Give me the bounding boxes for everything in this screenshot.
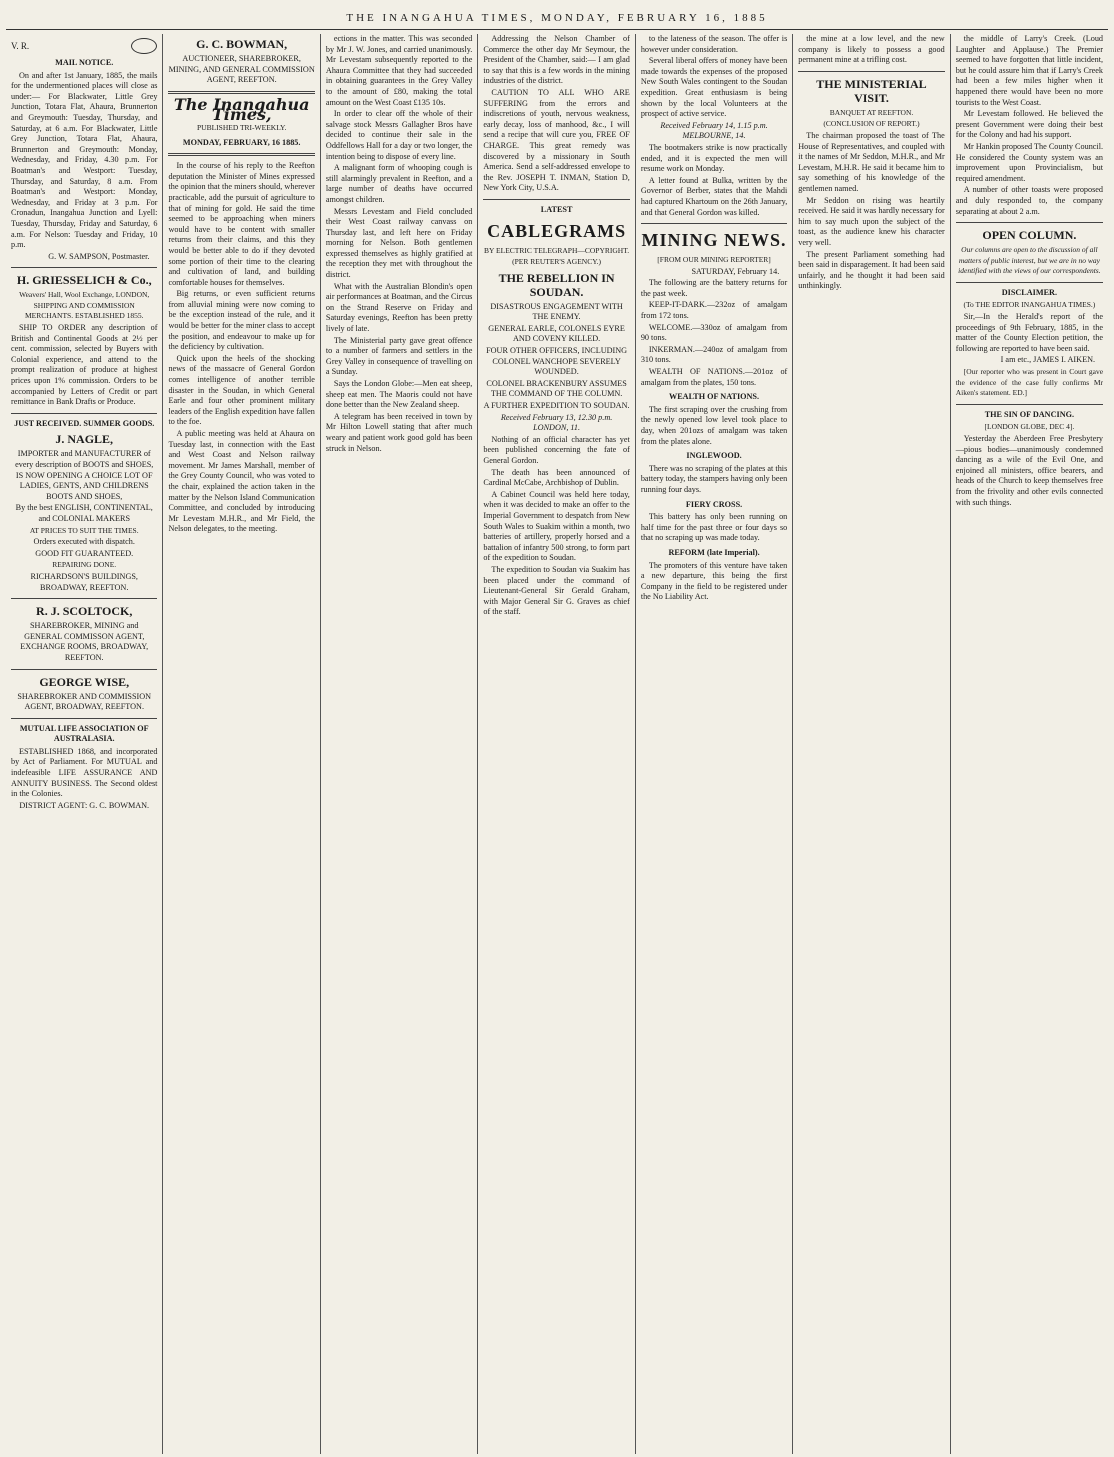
wealth-heading: WEALTH OF NATIONS. (669, 392, 760, 402)
inkerman: INKERMAN.—240oz of amalgam from 310 tons. (640, 344, 788, 365)
col3-p2: In order to clear off the whole of their salvage stock Messrs Gallagher Bros have decided to continue their sale in the Oddfellows Hall for a day or two longer, the intention being to dispose of every line. (325, 109, 473, 161)
scoltock-title: R. J. SCOLTOCK, (36, 604, 133, 619)
divider (956, 404, 1103, 405)
banquet-subtitle: BANQUET AT REEFTON. (829, 107, 914, 117)
received-line: Received February 13, 12.30 p.m. LONDON, 11. (500, 412, 613, 433)
column-1 (6, 34, 163, 1454)
col4-p1: Addressing the Nelson Chamber of Commerce the other day Mr Seymour, the President of the Chamber, said:— I am glad to say that this is a few words in the mining industries of the district. (483, 34, 630, 86)
nagle-text-2: By the best ENGLISH, CONTINENTAL, and COLONIAL MAKERS (15, 503, 153, 523)
mail-notice-title: MAIL NOTICE. (55, 58, 114, 67)
divider (641, 223, 787, 224)
griesselich-text: SHIP TO ORDER any description of British and Continental Goods at 2½ per cent. commission, selected by Buyers with Colonial experience, and attend to the prompt realization of produce at highest prices upon 1% commission. Orders to be accompanied by Letters of Credit or part remittance in Bank Drafts or Produce. (11, 323, 158, 407)
col3-p8: A telegram has been received in town by Mr Hilton Lowell stating that after much weary and patient work good gold has been struck in Nelson. (325, 411, 473, 453)
keep-it-dark: KEEP-IT-DARK.—232oz of amalgam from 172 tons. (640, 300, 788, 321)
col3-p4: Messrs Levestam and Field concluded their West Coast railway canvass on Thursday last, and left here on Friday morning for Nelson. Both gentlemen expressed themselves as highly gratified at the reception they met with throughout the district. (325, 206, 473, 280)
col5-p8: This battery has only been running on half time for the past three or four days so that no scraping up was made today. (640, 512, 788, 543)
col3-p1: ections in the matter. This was seconded by Mr J. W. Jones, and carried unanimously. Mr Levestam subsequently reported to the Ahaura Committee that they had succeeded in obtaining guarantees in the Grey Valley to the amount of £80, making the total amount on the West Coast £135 10s. (325, 34, 473, 107)
divider (956, 222, 1103, 223)
col4-p5: A Cabinet Council was held here today, when it was decided to make an offer to the Imperial Government to despatch from New South Wales to Suakim within a month, two batteries of artillery, properly horsed and a battalion of infantry 500 strong, to form part of the expedition to Soudan. (483, 489, 630, 563)
killed-sub: GENERAL EARLE, COLONELS EYRE AND COVENY KILLED. (488, 323, 625, 344)
editorial-p1: In the course of his reply to the Reefton deputation the Minister of Mines expressed the opinion that the miners should, wherever practicable, add the pursuit of agriculture to that of mining for gold. He said the time seemed to be approaching when miners would have to be content with smaller returns from their claims, and this they would be better able to do if they devoted some portion of their time to the clearing and cultivation of land, and building comfortable houses for themselves. (168, 161, 315, 287)
mining-news-title: MINING NEWS. (641, 230, 787, 251)
col4-p2: CAUTION TO ALL WHO ARE SUFFERING from the errors and indiscretions of youth, nervous weakness, early decay, loss of manhood, &c., I will send a recipe that will cure you, FREE OF CHARGE. This great remedy was discovered by a missionary in South America. Send a self-addressed envelope to the Rev. JOSEPH T. INMAN, Station D, New York City, U.S.A. (483, 87, 630, 193)
bowman-text: AUCTIONEER, SHAREBROKER, MINING, AND GENERAL COMMISSION AGENT, REEFTON. (168, 54, 315, 85)
cable-subtitle: BY ELECTRIC TELEGRAPH—COPYRIGHT. (484, 245, 630, 255)
summer-goods: JUST RECEIVED. SUMMER GOODS. (14, 418, 155, 428)
vr-label: V. R. (11, 40, 30, 51)
col5-p2: Several liberal offers of money have been made towards the expenses of the proposed New South Wales contingent to the Soudan expedition. Great enthusiasm is being shown by the local Volunteers at the prospect of active service. (640, 56, 788, 119)
nagle-fit: GOOD FIT GUARANTEED. (35, 548, 134, 558)
scoltock-text: SHAREBROKER, MINING and GENERAL COMMISSON AGENT, EXCHANGE ROOMS, BROADWAY, REEFTON. (20, 621, 149, 662)
col4-p4: The death has been announced of Cardinal McCabe, Archbishop of Dublin. (483, 467, 630, 488)
disclaimer-title: DISCLAIMER. (1001, 287, 1058, 297)
col7-p2: Mr Levestam followed. He believed the present Government were doing their best for the Colony and had his support. (955, 109, 1104, 140)
divider (11, 598, 157, 599)
crest-icon (131, 38, 157, 54)
col5-p9: The promoters of this venture have taken a new departure, this being the first Company in the field to be registered under the No Liability Act. (640, 560, 788, 602)
divider (483, 199, 629, 200)
conclusion-note: (CONCLUSION OF REPORT.) (823, 119, 920, 129)
bowman-title: G. C. BOWMAN, (196, 37, 288, 51)
welcome: WELCOME.—330oz of amalgam from 90 tons. (640, 322, 788, 343)
cablegrams-title: CABLEGRAMS (487, 220, 627, 241)
nagle-orders: Orders executed with dispatch. (33, 537, 135, 547)
open-column-title: OPEN COLUMN. (982, 228, 1077, 243)
wounded-sub: FOUR OTHER OFFICERS, INCLUDING COLONEL WANCHOPE SEVERELY WOUNDED. (486, 346, 628, 377)
reuter-note: (PER REUTER'S AGENCY.) (512, 257, 602, 267)
col3-p6: The Ministerial party gave great offence to a number of farmers and settlers in the Grey Valley in consequence of travelling on a Sunday. (325, 335, 473, 377)
col3-p5: What with the Australian Blondin's open air performances at Boatman, and the Circus on the Strand Reserve on Friday and Saturday evenings, Reefton has been pretty lively of late. (325, 281, 473, 334)
griesselich-title: H. GRIESSELICH & Co., (16, 273, 152, 288)
col7-p3: Mr Hankin proposed The County Council. He considered the County system was an improvement upon Provincialism, but required amendment. (955, 141, 1104, 183)
column-6 (793, 34, 950, 1454)
divider (11, 413, 157, 414)
column-4 (478, 34, 635, 1454)
newspaper-title: The Inangahua Times, (173, 94, 310, 125)
griesselich-subtitle: Weavers' Hall, Wool Exchange, LONDON, SHIPPING AND COMMISSION MERCHANTS. ESTABLISHED 1855. (19, 290, 150, 321)
inglewood-heading: INGLEWOOD. (686, 451, 742, 461)
wise-title: GEORGE WISE, (39, 674, 130, 689)
col7-p5: Sir,—In the Herald's report of the proceedings of 9th February, 1885, in the matter of the County Election petition, the following are reported to have been said. (955, 312, 1104, 353)
divider (956, 282, 1103, 283)
col6-p3: Mr Seddon on rising was heartily received. He said it was hardly necessary for him to say much upon the subject of the toast, as the audience knew his character very well. (798, 195, 945, 247)
disaster-sub: DISASTROUS ENGAGEMENT WITH THE ENEMY. (490, 301, 623, 322)
divider (11, 718, 157, 719)
received-line: Received February 14, 1.15 p.m. MELBOURNE, 14. (660, 120, 768, 141)
divider (11, 669, 157, 670)
published-note: PUBLISHED TRI-WEEKLY. (196, 122, 287, 132)
col6-p1: the mine at a low level, and the new company is likely to possess a good permanent mine at a trifling cost. (798, 34, 945, 65)
editorial-p3: Quick upon the heels of the shocking news of the massacre of General Gordon comes intelligence of another terrible disaster in the Soudan, in which General Earle and four other prominent military leaders of the English expedition have fallen to the foe. (168, 353, 315, 427)
col7-p1: the middle of Larry's Creek. (Loud Laughter and Applause.) The Premier seemed to have forgotten that little incident, but he could assure him that if Larry's Creek had been a few miles higher when it happened there would have been no more tourists to the West Coast. (955, 34, 1104, 107)
open-column-note: Our columns are open to the discussion of all matters of public interest, but we are in no way identified with the views of our correspondents. (958, 245, 1101, 276)
divider (798, 71, 944, 72)
column-7 (951, 34, 1108, 1454)
mail-notice-text: On and after 1st January, 1885, the mails for the undermentioned places will close as under:— For Blackwater, Little Grey Junction, Totara Flat, Ahaura, Brunnerton and Greymouth: Tuesday, Thursday, and Saturday, at 6 a.m. For Blackwater, Little Grey Junction, Totara Flat, Ahaura, Brunnerton and Greymouth: Monday, Wednesday, and Friday, 4.30 p.m. For Boatman's and Westport: Tuesday, Thursday, and Saturday, 8 a.m. From Boatman's and Westport: Monday, Wednesday, and Friday at 3 p.m. For Cronadun, Inangahua Junction and Lyell: Tuesday, Thursday, Friday and Saturday, 6 a.m. For Nelson: Tuesday and Friday, 10 p.m. (11, 70, 158, 250)
mining-date: SATURDAY, February 14. (691, 266, 780, 276)
wise-text: SHAREBROKER AND COMMISSION AGENT, BROADWAY, REEFTON. (17, 691, 152, 712)
nagle-title: J. NAGLE, (55, 432, 114, 447)
royal-crest (11, 38, 157, 54)
latest-label: LATEST (540, 204, 573, 214)
reform-heading: REFORM (late Imperial). (668, 547, 760, 557)
col7-p6: Yesterday the Aberdeen Free Presbytery—pious bodies—unanimously condemned dancing as a wile of the Evil One, and enjoined all ministers, office bearers, and heads of the Church to keep themselves free from the frivolity and other evils connected with such things. (955, 434, 1104, 507)
sin-of-dancing-title: THE SIN OF DANCING. (984, 409, 1075, 419)
column-2 (163, 34, 320, 1454)
col4-p3: Nothing of an official character has yet been published concerning the fate of General Gordon. (483, 434, 630, 465)
col6-p4: The present Parliament something had been said in disparagement. It had been said unfairly, and he thought it had been said unthinkingly. (798, 249, 945, 291)
column-3 (321, 34, 478, 1454)
col7-p4: A number of other toasts were proposed and duly responded to, the company separating at about 2 a.m. (955, 185, 1104, 216)
rebellion-headline: THE REBELLION IN SOUDAN. (498, 270, 615, 299)
brackenbury-sub: COLONEL BRACKENBURY ASSUMES THE COMMAND OF THE COLUMN. (486, 378, 627, 399)
mutual-agent: DISTRICT AGENT: G. C. BOWMAN. (19, 800, 150, 810)
editorial-p4: A public meeting was held at Ahaura on Tuesday last, in connection with the East and West Coast and Nelson railway movement. Mr James Marshall, member of the Grey County Council, who was voted to the chair, explained the action taken in the matter by the Nelson Island Communication Committee, and concluded by introducing Mr Levestam M.H.R., and Mr Field, the Nelson delegates, to the meeting. (168, 429, 315, 534)
columns (6, 34, 1108, 1454)
mutual-title: MUTUAL LIFE ASSOCIATION OF AUSTRALASIA. (19, 723, 149, 744)
col5-p5: The following are the battery returns for the past week. (640, 278, 788, 298)
editor-note: [Our reporter who was present in Court gave the evidence of the case fully confirms Mr Aiken's statement. ED.] (955, 367, 1104, 398)
col5-p4: A letter found at Bulka, written by the Governor of Berber, states that the Mahdi had captured Khartoum on the 26th January, and that General Gordon was killed. (640, 175, 788, 217)
nagle-text: IMPORTER and MANUFACTURER of every description of BOOTS and SHOES, IS NOW OPENING A CHOICE LOT OF LADIES, GENTS, AND CHILDRENS BOOTS AND SHOES, (15, 449, 154, 501)
ministerial-visit-title: THE MINISTERIAL VISIT. (816, 76, 927, 105)
running-head: THE INANGAHUA TIMES, MONDAY, FEBRUARY 16, 1885 (6, 8, 1108, 30)
nagle-repair: REPAIRING DONE. (52, 560, 117, 570)
column-5 (636, 34, 793, 1454)
col5-p1: to the lateness of the season. The offer is however under consideration. (640, 34, 788, 54)
nagle-address: RICHARDSON'S BUILDINGS, BROADWAY, REEFTON. (30, 571, 138, 592)
further-sub: A FURTHER EXPEDITION TO SOUDAN. (483, 401, 630, 411)
col5-p6: The first scraping over the crushing from the newly opened low level took place to day, when 201ozs of amalgam was taken from the plates alone. (640, 404, 788, 446)
mutual-text: ESTABLISHED 1868, and incorporated by Act of Parliament. For MUTUAL and indefeasible LIFE ASSURANCE AND ANNUITY BUSINESS. The Second oldest in the Colonies. (11, 746, 158, 799)
fiery-cross-heading: FIERY CROSS. (685, 499, 743, 509)
wealth-return: WEALTH OF NATIONS.—201oz of amalgam from the plates, 150 tons. (640, 367, 788, 387)
col6-p2: The chairman proposed the toast of The House of Representatives, and coupled with it the names of Mr Seddon, M.H.R., and Mr Levestam, M.H.R. He said it became him to say something of his knowledge of the gentlemen named. (798, 130, 945, 193)
to-editor: (To THE EDITOR INANGAHUA TIMES.) (963, 300, 1096, 310)
sin-source: [LONDON GLOBE, DEC 4]. (984, 422, 1075, 432)
col5-p3: The bootmakers strike is now practically ended, and it is expected the men will resume work on Monday. (640, 142, 788, 174)
mail-notice-signature: G. W. SAMPSON, Postmaster. (48, 251, 150, 261)
col5-p7: There was no scraping of the plates at this battery today, the stampers having only been running four days. (640, 463, 788, 494)
mining-reporter: [FROM OUR MINING REPORTER] (657, 255, 771, 265)
col4-p6: The expedition to Soudan via Suakim has been placed under the command of Lieutenant-General Sir Gerald Graham, with Major General Sir G. Graves as chief of the staff. (483, 564, 630, 617)
letter-signature: I am etc., JAMES I. AIKEN. (1000, 355, 1096, 365)
editorial-p2: Big returns, or even sufficient returns from alluvial mining were now coming to be the exception instead of the rule, and it would be better for the miner class to accept the position, and endeavour to make up for the deficiency by cultivation. (168, 289, 315, 352)
divider (168, 91, 314, 94)
col3-p3: A malignant form of whooping cough is still alarmingly prevalent in Reefton, and a large number of deaths have occurred amongst children. (325, 163, 473, 204)
divider (11, 267, 157, 268)
issue-date: MONDAY, FEBRUARY, 16 1885. (182, 137, 301, 147)
col3-p7: Says the London Globe:—Men eat sheep, sheep eat men. The Maoris could not have done better than the New Zealand sheep. (325, 379, 473, 410)
divider (168, 153, 314, 156)
nagle-prices: AT PRICES TO SUIT THE TIMES. (29, 525, 139, 535)
